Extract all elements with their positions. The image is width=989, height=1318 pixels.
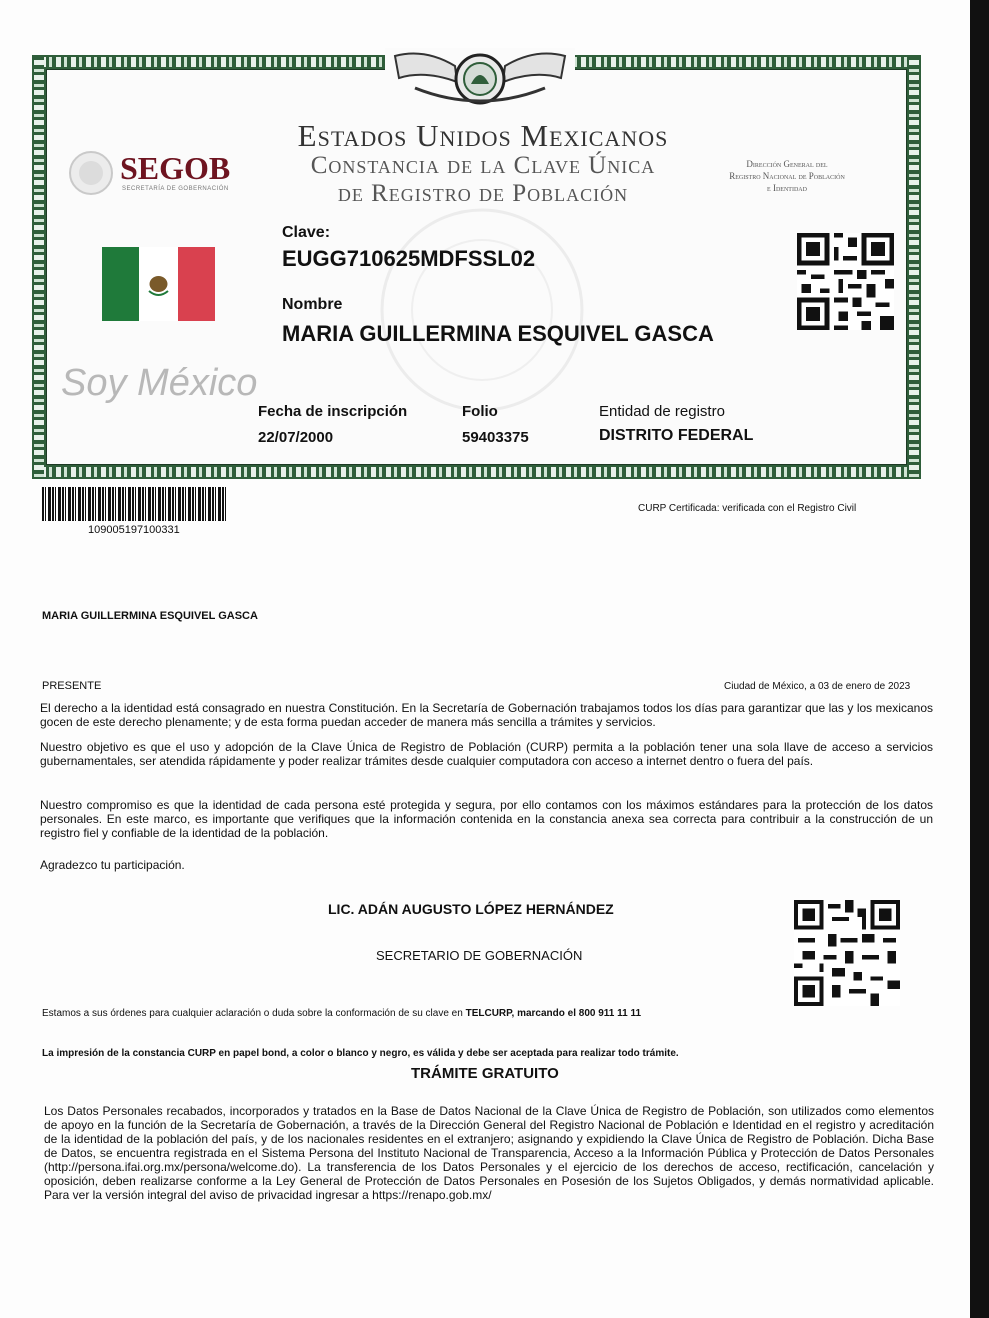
paragraph-2: Nuestro objetivo es que el uso y adopción de la Clave Única de Registro de Población (CURP) permita a la población tener una sola llave de acceso a servicios gubernamentales, ser atendida rápidamente y poder realizar trámites desde cualquier computadora con acceso a internet dentro o fuera del país. <box>40 740 933 768</box>
paragraph-3: Nuestro compromiso es que la identidad de cada persona esté protegida y segura, por ello contamos con los máximos estándares para la protección de los datos personales. En este marco, es importante que verifiques que la información contenida en la constancia anexa sea correcta para contribuir a la construcción de un registro fiel y confiable de la identidad de la población. <box>40 798 933 840</box>
slogan-text: Soy México <box>61 362 258 404</box>
segob-emblem-icon <box>68 150 114 196</box>
barcode-number: 109005197100331 <box>88 524 180 536</box>
thanks-line: Agradezco tu participación. <box>40 858 185 872</box>
privacy-notice: Los Datos Personales recabados, incorporados y tratados en la Base de Datos Nacional de la Clave Única de Registro de Población, son utilizados como elementos de apoyo en la función de la Secretaría de Gobernación, a través de la Dirección General del Registro Nacional de Población e Identidad en el registro y acreditación de la identidad de la población del país, y de los nacionales residentes en el extranjero; asignando y expidiendo la Clave Única de Registro de Población. Dicha Base de Datos, se encuentra registrada en el Sistema Persona del Instituto Nacional de Transparencia, Acceso a la Información Pública y Protección de Datos Personales (http://persona.ifai.org.mx/persona/welcome.do). La transferencia de los Datos Personales y el ejercicio de los derechos de acceso, rectificación, cancelación y oposición, deben realizarse conforme a la Ley General de Protección de Datos Personales en Posesión de los Sujetos Obligados, y demás normatividad aplicable. Para ver la versión integral del aviso de privacidad ingresar a https://renapo.gob.mx/ <box>44 1104 934 1202</box>
mexico-flag-icon <box>102 247 215 321</box>
signer-name: LIC. ADÁN AUGUSTO LÓPEZ HERNÁNDEZ <box>328 901 614 917</box>
contact-prefix: Estamos a sus órdenes para cualquier aclaración o duda sobre la conformación de su clave en <box>42 1008 466 1019</box>
presente-label: PRESENTE <box>42 680 102 692</box>
recipient-name: MARIA GUILLERMINA ESQUIVEL GASCA <box>42 610 258 622</box>
agency-line2: Registro Nacional de Población <box>729 171 845 181</box>
agency-line3: e Identidad <box>767 183 807 193</box>
segob-logo-subtitle: SECRETARÍA DE GOBERNACIÓN <box>122 186 229 192</box>
barcode-icon <box>42 487 228 521</box>
paragraph-1: El derecho a la identidad está consagrado en nuestra Constitución. En la Secretaría de Gobernación trabajamos todos los días para garantizar que las y los mexicanos gocen de este derecho plenamente; y de esta forma puedan acceder de manera más sencilla a trámites y servicios. <box>40 701 933 729</box>
letter-date: Ciudad de México, a 03 de enero de 2023 <box>724 681 911 692</box>
nombre-label: Nombre <box>282 296 343 313</box>
qr-code-bottom-icon <box>794 900 900 1006</box>
document-title-line2: de Registro de Población <box>337 180 629 207</box>
country-title: Estados Unidos Mexicanos <box>297 118 669 153</box>
national-crest-icon <box>385 48 575 110</box>
agency-name <box>692 158 882 194</box>
folio-label: Folio <box>462 403 498 420</box>
frame-band-bottom <box>34 467 919 477</box>
contact-line <box>42 1008 641 1019</box>
fecha-value: 22/07/2000 <box>258 429 334 446</box>
signer-title: SECRETARIO DE GOBERNACIÓN <box>376 948 583 963</box>
free-procedure: TRÁMITE GRATUITO <box>411 1065 559 1082</box>
clave-value: EUGG710625MDFSSL02 <box>282 246 536 271</box>
agency-line1: Dirección General del <box>746 159 828 169</box>
qr-code-icon <box>797 233 894 330</box>
entidad-value: DISTRITO FEDERAL <box>599 427 754 444</box>
entidad-label: Entidad de registro <box>599 403 725 420</box>
frame-band-right <box>909 57 919 477</box>
validity-note: La impresión de la constancia CURP en papel bond, a color o blanco y negro, es válida y debe ser aceptada para realizar todo trámite. <box>42 1048 679 1059</box>
contact-phone: TELCURP, marcando el 800 911 11 11 <box>465 1008 642 1019</box>
certified-note: CURP Certificada: verificada con el Registro Civil <box>638 503 857 514</box>
clave-label: Clave: <box>282 224 331 241</box>
frame-band-left <box>34 57 44 477</box>
scan-edge <box>970 0 989 1318</box>
watermark-seal-icon <box>362 205 602 415</box>
flag-eagle-icon <box>145 271 172 297</box>
folio-value: 59403375 <box>462 429 529 446</box>
document-title-line1: Constancia de la Clave Única <box>310 152 656 179</box>
nombre-value: MARIA GUILLERMINA ESQUIVEL GASCA <box>282 321 714 346</box>
segob-logo-text: SEGOB <box>120 150 231 186</box>
fecha-label: Fecha de inscripción <box>258 403 408 420</box>
